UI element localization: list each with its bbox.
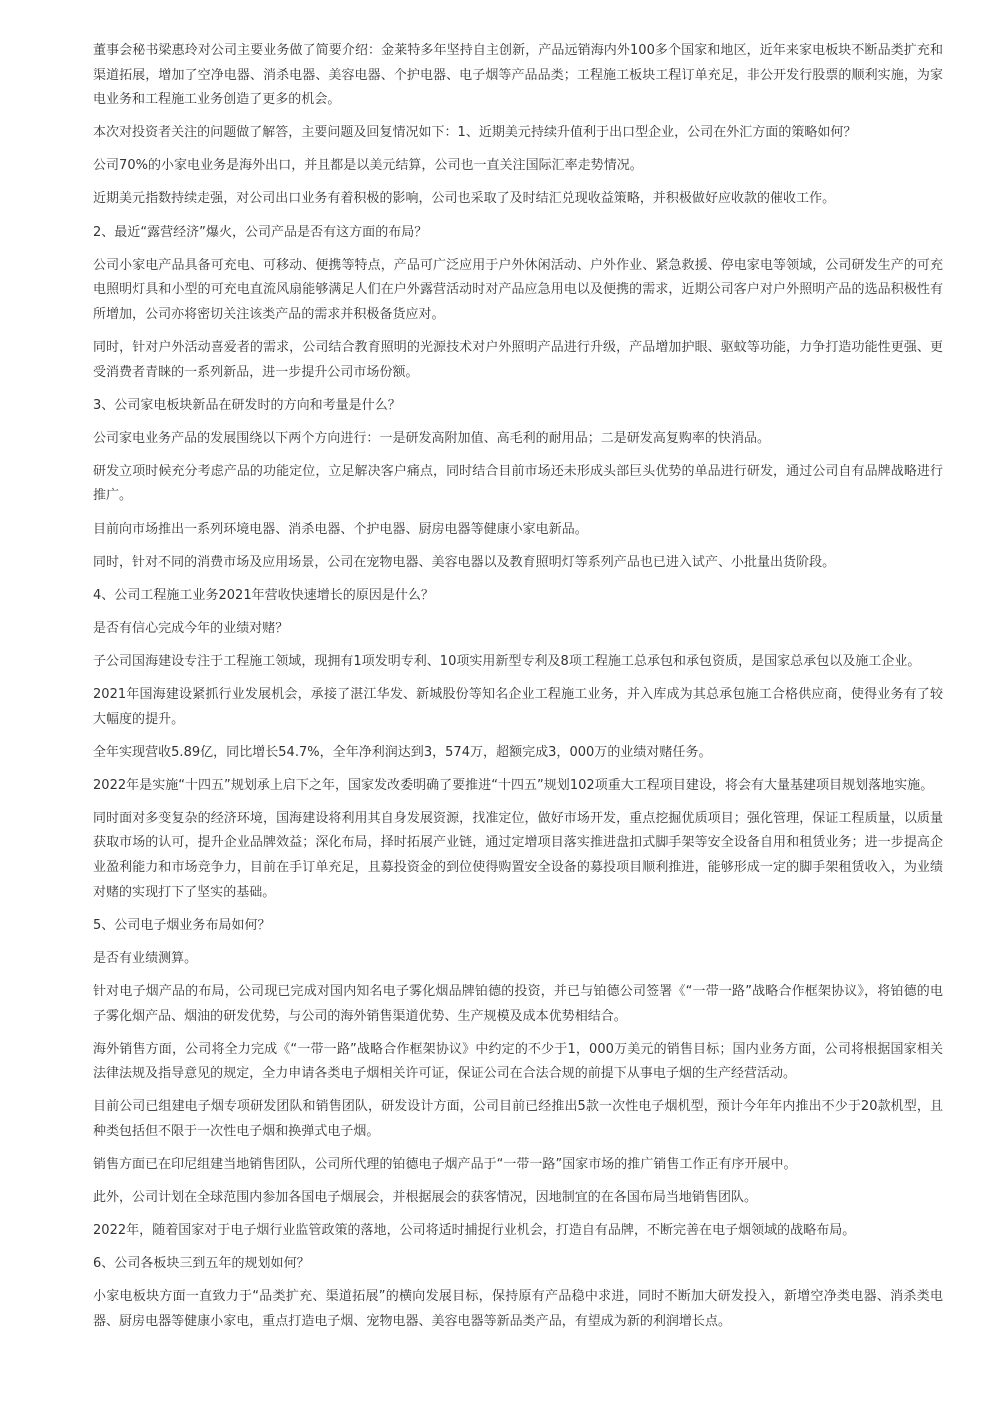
paragraph-q6: 6、公司各板块三到五年的规划如何？ (93, 1256, 310, 1272)
paragraph: 小家电板块方面一直致力于“品类扩充、渠道拓展”的横向发展目标，保持原有产品稳中求进，同时不断加大研发投入，新增空净类电器、消杀类电器、厨房电器等健康小家电，重点打造电子烟、宠物电器、美容电器等新品类产品，有望成为新的利润增长点。 (93, 1289, 943, 1329)
paragraph: 是否有业绩测算。 (93, 950, 198, 966)
paragraph-q3: 3、公司家电板块新品在研发时的方向和考量是什么？ (93, 397, 401, 413)
paragraph-q4: 4、公司工程施工业务2021年营收快速增长的原因是什么？ (93, 587, 434, 603)
paragraph: 公司家电业务产品的发展围绕以下两个方向进行：一是研发高附加值、高毛利的耐用品；二是研发高复购率的快消品。 (93, 430, 771, 446)
paragraph-q2: 2、最近“露营经济”爆火，公司产品是否有这方面的布局？ (93, 224, 428, 240)
paragraph-q1: 本次对投资者关注的问题做了解答，主要问题及回复情况如下：1、近期美元持续升值利于出口型企业，公司在外汇方面的策略如何？ (93, 125, 857, 141)
paragraph: 针对电子烟产品的布局，公司现已完成对国内知名电子雾化烟品牌铂德的投资，并已与铂德公司签署《“一带一路”战略合作框架协议》，将铂德的电子雾化烟产品、烟油的研发优势，与公司的海外销售渠道优势、生产规模及成本优势相结合。 (93, 983, 943, 1024)
paragraph: 子公司国海建设专注于工程施工领域，现拥有1项发明专利、10项实用新型专利及8项工程施工总承包和承包资质，是国家总承包以及施工企业。 (93, 653, 921, 669)
paragraph: 研发立项时候充分考虑产品的功能定位，立足解决客户痛点，同时结合目前市场还未形成头部巨头优势的单品进行研发，通过公司自有品牌战略进行推广。 (93, 463, 943, 504)
paragraph-intro: 董事会秘书梁惠玲对公司主要业务做了简要介绍：金莱特多年坚持自主创新，产品远销海内外100多个国家和地区，近年来家电板块不断品类扩充和渠道拓展，增加了空净电器、消杀电器、美容电器、个护电器、电子烟等产品品类；工程施工板块工程订单充足，非公开发行股票的顺利实施，为家电业务和工程施工业务创造了更多的机会。 (93, 43, 943, 108)
paragraph: 公司小家电产品具备可充电、可移动、便携等特点，产品可广泛应用于户外休闲活动、户外作业、紧急救援、停电家电等领域，公司研发生产的可充电照明灯具和小型的可充电直流风扇能够满足人们在户外露营活动时对产品应急用电以及便携的需求，近期公司客户对户外照明产品的选品积极性有所增加，公司亦将密切关注该类产品的需求并积极备货应对。 (93, 257, 943, 322)
paragraph: 近期美元指数持续走强，对公司出口业务有着积极的影响，公司也采取了及时结汇兑现收益策略，并积极做好应收款的催收工作。 (93, 191, 836, 207)
paragraph: 同时，针对不同的消费市场及应用场景，公司在宠物电器、美容电器以及教育照明灯等系列产品也已进入试产、小批量出货阶段。 (93, 554, 836, 570)
paragraph: 全年实现营收5.89亿，同比增长54.7%，全年净利润达到3，574万，超额完成3，000万的业绩对赌任务。 (93, 744, 712, 760)
paragraph: 2021年国海建设紧抓行业发展机会，承接了湛江华发、新城股份等知名企业工程施工业务，并入库成为其总承包施工合格供应商，使得业务有了较大幅度的提升。 (93, 686, 943, 727)
paragraph: 销售方面已在印尼组建当地销售团队，公司所代理的铂德电子烟产品于“一带一路”国家市场的推广销售工作正有序开展中。 (93, 1156, 797, 1172)
paragraph: 2022年是实施“十四五”规划承上启下之年，国家发改委明确了要推进“十四五”规划102项重大工程项目建设，将会有大量基建项目规划落地实施。 (93, 777, 934, 793)
paragraph: 目前公司已组建电子烟专项研发团队和销售团队，研发设计方面，公司目前已经推出5款一次性电子烟机型，预计今年年内推出不少于20款机型，且种类包括但不限于一次性电子烟和换弹式电子烟。 (93, 1099, 943, 1139)
paragraph: 同时面对多变复杂的经济环境，国海建设将利用其自身发展资源，找准定位，做好市场开发，重点挖掘优质项目；强化管理，保证工程质量，以质量获取市场的认可，提升企业品牌效益；深化布局，择时拓展产业链，通过定增项目落实推进盘扣式脚手架等安全设备自用和租赁业务；进一步提高企业盈利能力和市场竞争力，目前在手订单充足，且募投资金的到位使得购置安全设备的募投项目顺利推进，能够形成一定的脚手架租赁收入，为业绩对赌的实现打下了坚实的基础。 (93, 810, 943, 900)
paragraph-q5: 5、公司电子烟业务布局如何？ (93, 917, 271, 933)
paragraph: 公司70%的小家电业务是海外出口，并且都是以美元结算，公司也一直关注国际汇率走势情况。 (93, 158, 643, 174)
article-body (93, 39, 943, 1343)
paragraph: 目前向市场推出一系列环境电器、消杀电器、个护电器、厨房电器等健康小家电新品。 (93, 521, 588, 537)
paragraph: 海外销售方面，公司将全力完成《“一带一路”战略合作框架协议》中约定的不少于1，000万美元的销售目标；国内业务方面，公司将根据国家相关法律法规及指导意见的规定，全力申请各类电子烟相关许可证，保证公司在合法合规的前提下从事电子烟的生产经营活动。 (93, 1041, 943, 1082)
paragraph: 是否有信心完成今年的业绩对赌？ (93, 620, 289, 636)
paragraph: 2022年，随着国家对于电子烟行业监管政策的落地，公司将适时捕捉行业机会，打造自有品牌，不断完善在电子烟领域的战略布局。 (93, 1223, 856, 1239)
paragraph: 此外，公司计划在全球范围内参加各国电子烟展会，并根据展会的获客情况，因地制宜的在各国布局当地销售团队。 (93, 1190, 758, 1206)
paragraph: 同时，针对户外活动喜爱者的需求，公司结合教育照明的光源技术对户外照明产品进行升级，产品增加护眼、驱蚊等功能，力争打造功能性更强、更受消费者青睐的一系列新品，进一步提升公司市场份额。 (93, 339, 943, 380)
